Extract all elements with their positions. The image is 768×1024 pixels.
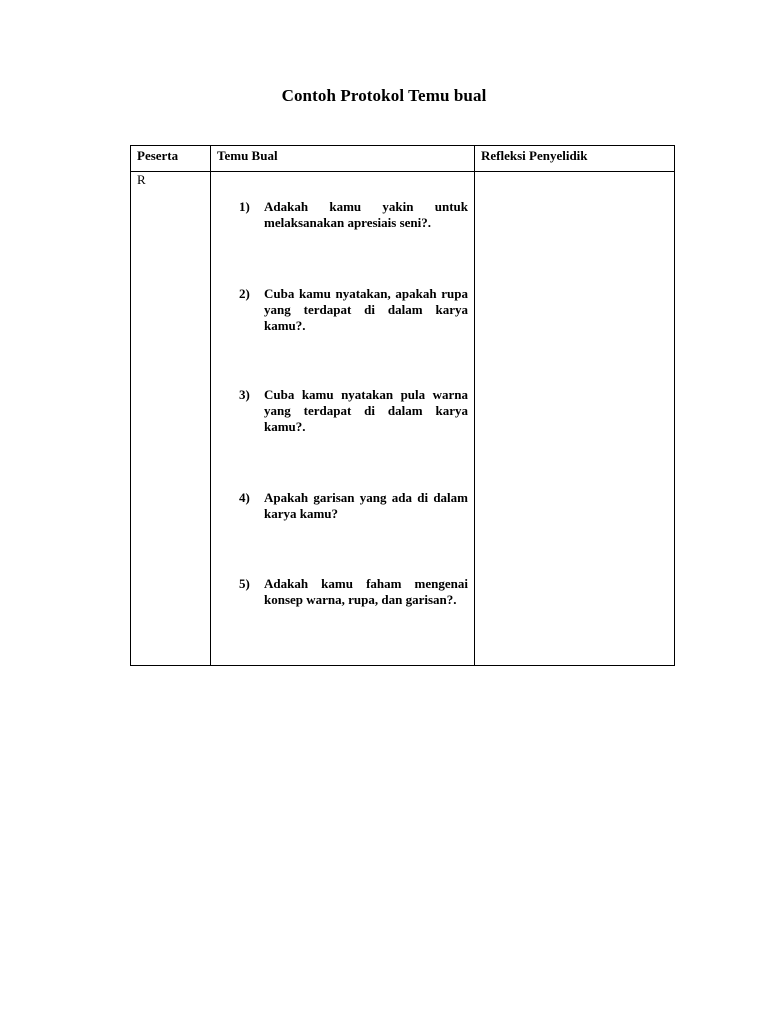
interview-protocol-table [130,145,675,666]
header-temu-bual: Temu Bual [211,146,475,172]
question-number: 2) [239,286,250,301]
header-refleksi-penyelidik: Refleksi Penyelidik [475,146,675,172]
document-title: Contoh Protokol Temu bual [281,86,487,105]
table-row [131,172,675,666]
question-item-5 [217,576,468,608]
question-item-2 [217,286,468,334]
question-text: Cuba kamu nyatakan pula warna yang terdapat di dalam karya kamu?. [264,387,468,434]
question-list [217,199,468,608]
question-item-3 [217,387,468,435]
question-number: 3) [239,387,250,402]
question-text: Cuba kamu nyatakan, apakah rupa yang terdapat di dalam karya kamu?. [264,286,468,333]
question-text: Apakah garisan yang ada di dalam karya kamu? [264,490,468,521]
header-peserta: Peserta [131,146,211,172]
question-text: Adakah kamu yakin untuk melaksanakan apresiais seni?. [264,199,468,230]
question-number: 4) [239,490,250,505]
question-item-1 [217,199,468,231]
question-text: Adakah kamu faham mengenai konsep warna, rupa, dan garisan?. [264,576,468,607]
table-header-row [131,146,675,172]
question-number: 1) [239,199,250,214]
participant-cell: R [131,172,211,666]
question-item-4 [217,490,468,522]
questions-cell [211,172,475,666]
reflection-cell [475,172,675,666]
question-number: 5) [239,576,250,591]
